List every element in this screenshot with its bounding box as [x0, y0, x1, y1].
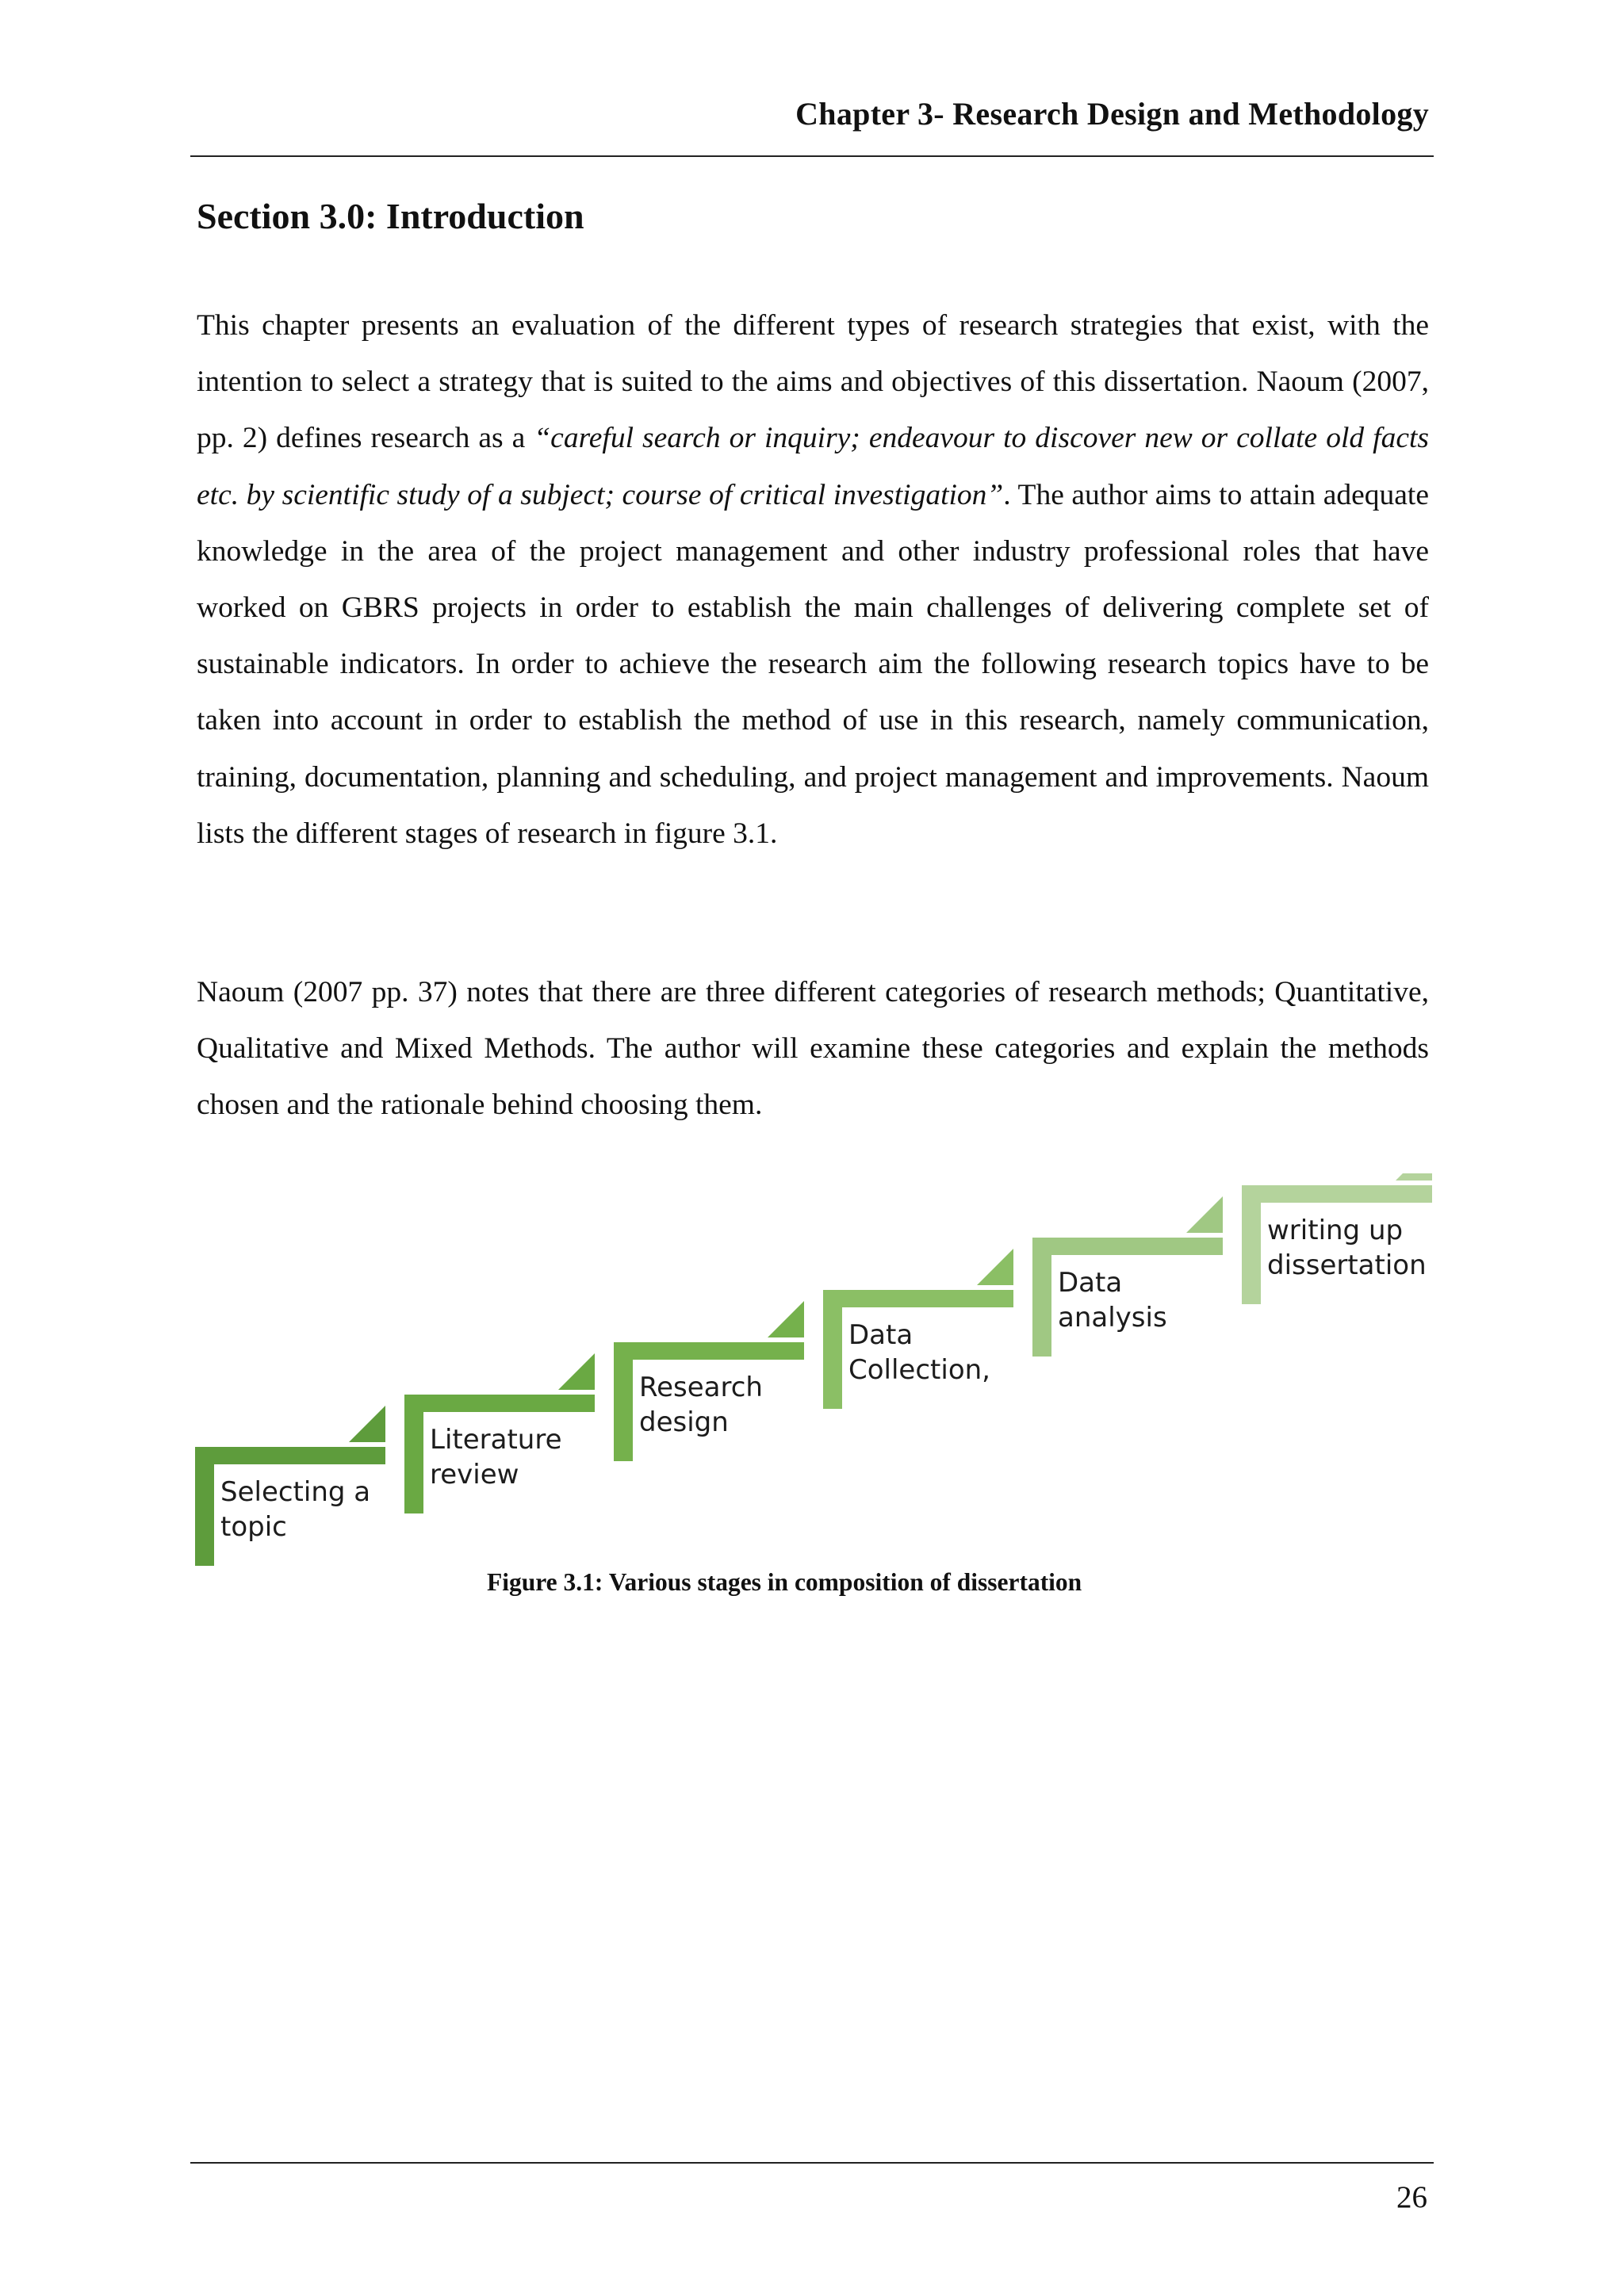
step-label-line-1: Selecting a	[220, 1476, 371, 1508]
step-stem	[195, 1447, 214, 1566]
step-label-line-1: writing up	[1267, 1215, 1404, 1246]
step-label-line-1: Data	[848, 1319, 914, 1351]
step-bar	[1242, 1185, 1432, 1203]
step-bar	[404, 1395, 595, 1412]
step-arrow-triangle	[1396, 1173, 1432, 1181]
dissertation-stages-figure	[195, 1173, 1434, 1570]
step-stem	[1032, 1238, 1051, 1357]
step-stem	[404, 1395, 423, 1513]
step-label-line-2: Collection,	[848, 1354, 990, 1386]
step-stem	[1242, 1185, 1261, 1304]
section-heading: Section 3.0: Introduction	[197, 196, 584, 236]
step-arrow-triangle	[768, 1301, 804, 1337]
step-arrow-triangle	[977, 1249, 1013, 1285]
step-label-line-1: Data	[1058, 1267, 1123, 1299]
stage-step-6	[1242, 1173, 1432, 1304]
step-arrow-triangle	[558, 1353, 595, 1390]
step-label-line-1: Literature	[430, 1424, 562, 1456]
page-header	[190, 92, 1434, 157]
step-label-line-2: review	[430, 1459, 519, 1490]
paragraph-text-before-quote: This chapter presents an evaluation of the different types of research strategies that exist, with the intention to select a strategy that is suited to the aims and objectives of this dissertation. Naoum (2007, pp. 2) defines research as a	[197, 309, 1429, 455]
step-label-line-2: design	[639, 1406, 729, 1438]
stage-step-3	[614, 1301, 804, 1461]
step-bar	[1032, 1238, 1223, 1255]
step-label-line-2: dissertation	[1267, 1249, 1427, 1281]
stage-step-1	[195, 1406, 385, 1566]
step-arrow-triangle	[349, 1406, 385, 1442]
step-arrow-triangle	[1186, 1196, 1223, 1233]
step-label-line-2: topic	[220, 1511, 287, 1543]
step-bar	[614, 1342, 804, 1360]
stage-step-4	[823, 1249, 1013, 1409]
step-bar	[195, 1447, 385, 1464]
stage-step-5	[1032, 1196, 1223, 1357]
definition-quote: “careful search or inquiry; endeavour to discover new or collate old facts etc. by scientific study of a subject; course of critical investigation”	[197, 422, 1429, 511]
step-stem	[614, 1342, 633, 1461]
staircase-diagram	[195, 1173, 1434, 1570]
intro-paragraph	[197, 297, 1429, 862]
figure-caption: Figure 3.1: Various stages in composition of dissertation	[487, 1568, 1082, 1596]
chapter-title: Chapter 3- Research Design and Methodology	[795, 96, 1429, 132]
paragraph-text-after-quote: . The author aims to attain adequate knowledge in the area of the project management and other industry professional roles that have worked on GBRS projects in order to establish the main challenges of delivering complete set of sustainable indicators. In order to achieve the research aim the following research topics have to be taken into account in order to establish the method of use in this research, namely communication, training, documentation, planning and scheduling, and project management and improvements. Naoum lists the different stages of research in figure 3.1.	[197, 478, 1429, 850]
stage-step-2	[404, 1353, 595, 1513]
page-number: 26	[1396, 2180, 1427, 2214]
step-label-line-1: Research	[639, 1372, 763, 1403]
step-stem	[823, 1290, 842, 1409]
step-label-line-2: analysis	[1058, 1302, 1167, 1334]
step-bar	[823, 1290, 1013, 1307]
methods-paragraph: Naoum (2007 pp. 37) notes that there are three different categories of research methods; Quantitative, Qualitative and Mixed Methods. The author will examine these categories and explain the methods chosen and the rationale behind choosing them.	[197, 976, 1429, 1122]
page-footer	[190, 2162, 1434, 2214]
